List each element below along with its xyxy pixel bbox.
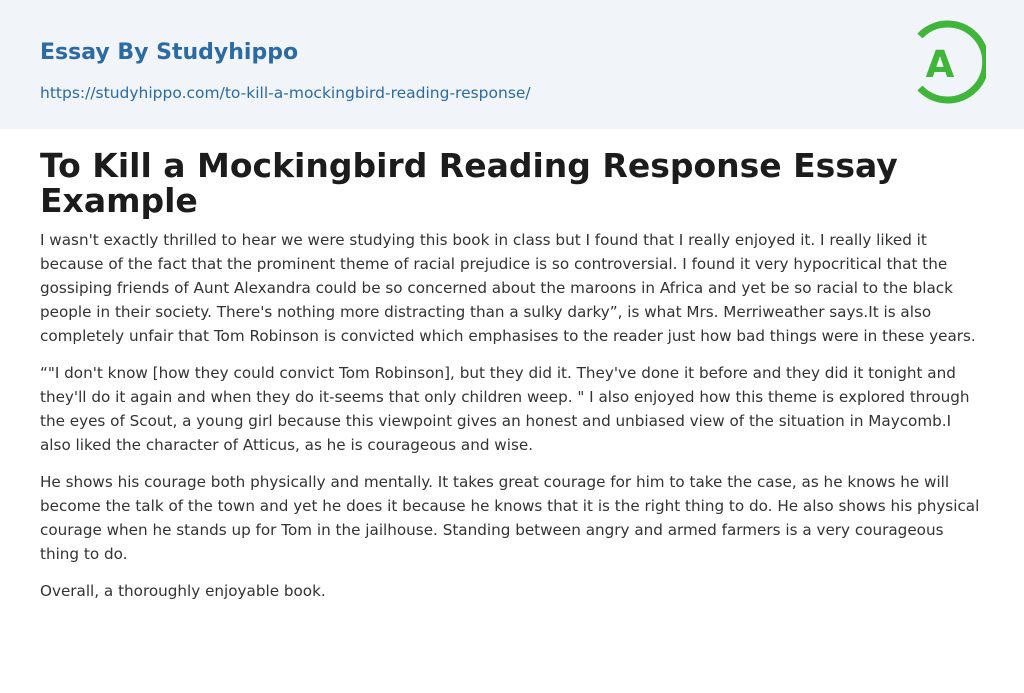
article-paragraph: Overall, a thoroughly enjoyable book. [40, 582, 326, 600]
article [0, 129, 1024, 603]
article-paragraph: I wasn't exactly thrilled to hear we were studying this book in class but I found that I really enjoyed it. I really liked it because of the fact that the prominent theme of racial prejudice is so controversial. I found it very hypocritical that the gossiping friends of Aunt Alexandra could be so concerned about the maroons in Africa and yet be so racial to the black people in their society. There's nothing more distracting than a sulky darky”, is what Mrs. Merriweather says.It is also completely unfair that Tom Robinson is convicted which emphasises to the reader just how bad things were in these years. [40, 231, 976, 345]
article-paragraph: He shows his courage both physically and mentally. It takes great courage for him to take the case, as he knows he will become the talk of the town and yet he does it because he knows that it is the right thing to do. He also shows his physical courage when he stands up for Tom in the jailhouse. Standing between angry and armed farmers is a very courageous thing to do. [40, 473, 980, 563]
studyhippo-a-logo-icon[interactable] [912, 19, 986, 105]
brand-title: Essay By Studyhippo [40, 40, 299, 65]
source-url-link[interactable]: https://studyhippo.com/to-kill-a-mockingbird-reading-response/ [40, 84, 531, 102]
logo-letter: A [925, 43, 955, 86]
article-paragraph: “"I don't know [how they could convict Tom Robinson], but they did it. They've done it before and they did it tonight and they'll do it again and when they do it-seems that only children weep. " I also enjoyed how this theme is explored through the eyes of Scout, a young girl because this viewpoint gives an honest and unbiased view of the situation in Maycomb.I also liked the character of Atticus, as he is courageous and wise. [40, 364, 970, 454]
site-header [0, 0, 1024, 129]
article-title: To Kill a Mockingbird Reading Response Essay Example [40, 146, 898, 220]
